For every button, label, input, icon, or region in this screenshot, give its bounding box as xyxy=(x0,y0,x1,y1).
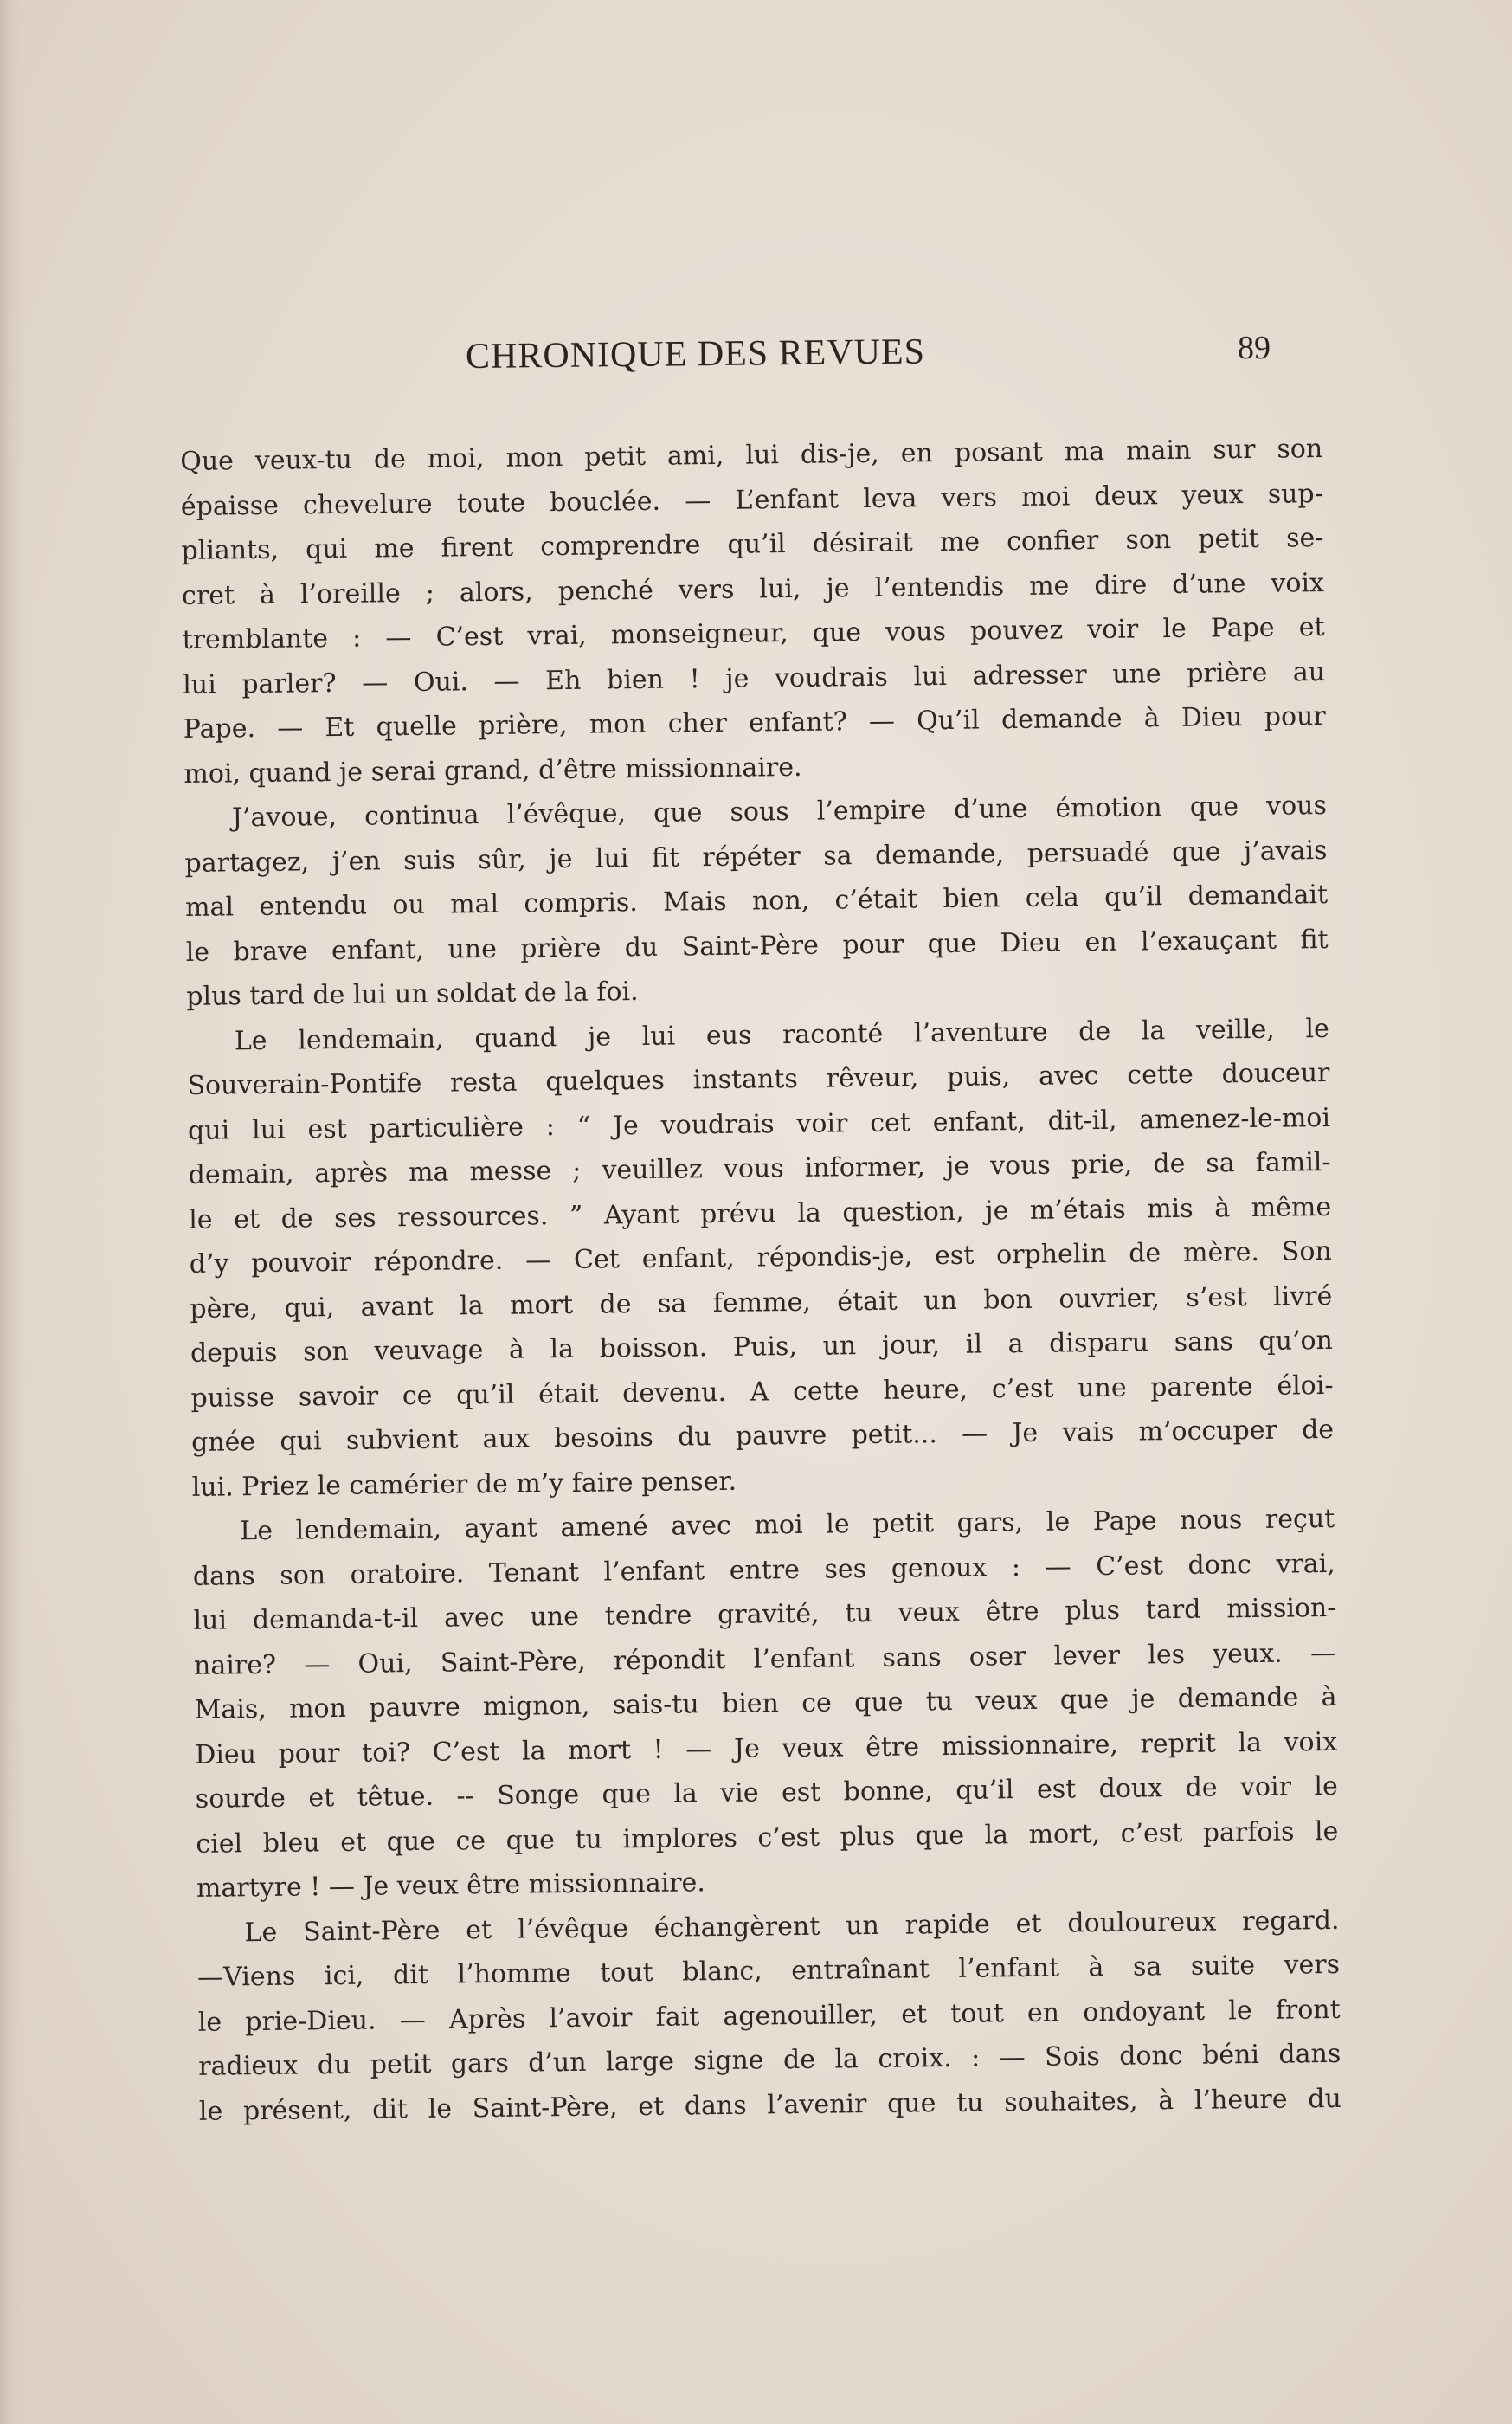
text-line: partagez, j’en suis sûr, je lui fit répéter sa demande, persuadé que j’avais xyxy=(184,835,1328,879)
text-line: épaisse chevelure toute bouclée. — L’enfant leva vers moi deux yeux sup- xyxy=(180,478,1323,522)
text-line: demain, après ma messe ; veuillez vous informer, je vous prie, de sa famil- xyxy=(188,1146,1331,1190)
text-line: plus tard de lui un soldat de la foi. xyxy=(186,977,639,1012)
text-line: gnée qui subvient aux besoins du pauvre petit... — Je vais m’occuper de xyxy=(190,1414,1335,1458)
text-line: mal entendu ou mal compris. Mais non, c’était bien cela qu’il demandait xyxy=(184,879,1329,923)
page-number: 89 xyxy=(1238,330,1271,366)
text-line: radieux du petit gars d’un large signe de la croix. : — Sois donc béni dans xyxy=(198,2038,1341,2082)
text-line: Mais, mon pauvre mignon, sais-tu bien ce que tu veux que je demande à xyxy=(194,1681,1337,1725)
text-line: J’avoue, continua l’évêque, que sous l’empire d’une émotion que vous xyxy=(231,790,1328,834)
text-line: —Viens ici, dit l’homme tout blanc, entraînant l’enfant à sa suite vers xyxy=(196,1949,1341,1993)
text-line: Dieu pour toi? C’est la mort ! — Je veux être missionnaire, reprit la voix xyxy=(195,1726,1338,1770)
text-line: père, qui, avant la mort de sa femme, était un bon ouvrier, s’est livré xyxy=(190,1280,1333,1325)
text-line: depuis son veuvage à la boisson. Puis, un jour, il a disparu sans qu’on xyxy=(190,1325,1334,1369)
running-title: CHRONIQUE DES REVUES xyxy=(465,332,926,377)
text-line: Que veux-tu de moi, mon petit ami, lui dis-je, en posant ma main sur son xyxy=(180,434,1323,477)
body-text xyxy=(180,427,1341,2134)
text-line: le brave enfant, une prière du Saint-Père pour que Dieu en l’exauçant fit xyxy=(185,924,1329,968)
text-line: tremblante : — C’est vrai, monseigneur, que vous pouvez voir le Pape et xyxy=(182,612,1325,655)
text-line: lui. Priez le camérier de m’y faire penser. xyxy=(191,1466,737,1503)
text-line: Le Saint-Père et l’évêque échangèrent un rapide et douloureux regard. xyxy=(244,1905,1340,1948)
text-line: qui lui est particulière : “ Je voudrais voir cet enfant, dit-il, amenez-le-moi xyxy=(187,1102,1331,1146)
text-line: pliants, qui me firent comprendre qu’il désirait me confier son petit se- xyxy=(181,523,1324,566)
text-line: martyre ! — Je veux être missionnaire. xyxy=(196,1867,706,1904)
text-line: cret à l’oreille ; alors, penché vers lui, je l’entendis me dire d’une voix xyxy=(181,567,1325,611)
text-line: puisse savoir ce qu’il était devenu. A cette heure, c’est une parente éloi- xyxy=(190,1370,1334,1414)
page-header xyxy=(0,329,1512,381)
text-line: Le lendemain, ayant amené avec moi le petit gars, le Pape nous reçut xyxy=(240,1503,1335,1547)
text-line: le prie-Dieu. — Après l’avoir fait agenouiller, et tout en ondoyant le front xyxy=(197,1994,1341,2038)
text-line: lui parler? — Oui. — Eh bien ! je voudrais lui adresser une prière au xyxy=(183,656,1326,700)
text-line: naire? — Oui, Saint-Père, répondit l’enfant sans oser lever les yeux. — xyxy=(193,1637,1337,1681)
text-line: d’y pouvoir répondre. — Cet enfant, répondis-je, est orphelin de mère. Son xyxy=(189,1235,1332,1280)
text-line: sourde et têtue. -- Songe que la vie est bonne, qu’il est doux de voir le xyxy=(195,1770,1338,1815)
text-line: ciel bleu et que ce que tu implores c’est plus que la mort, c’est parfois le xyxy=(196,1815,1339,1860)
text-line: Le lendemain, quand je lui eus raconté l’aventure de la veille, le xyxy=(234,1013,1329,1056)
text-line: lui demanda-t-il avec une tendre gravité, tu veux être plus tard mission- xyxy=(193,1592,1336,1636)
text-line: le présent, dit le Saint-Père, et dans l’avenir que tu souhaites, à l’heure du xyxy=(198,2083,1342,2127)
text-line: moi, quand je serai grand, d’être missionnaire. xyxy=(183,751,802,790)
text-line: le et de ses ressources. ” Ayant prévu la question, je m’étais mis à même xyxy=(189,1191,1332,1235)
text-line: dans son oratoire. Tenant l’enfant entre ses genoux : — C’est donc vrai, xyxy=(192,1548,1336,1592)
text-line: Souverain-Pontife resta quelques instants rêveur, puis, avec cette douceur xyxy=(187,1057,1330,1101)
text-line: Pape. — Et quelle prière, mon cher enfant? — Qu’il demande à Dieu pour xyxy=(183,701,1326,745)
